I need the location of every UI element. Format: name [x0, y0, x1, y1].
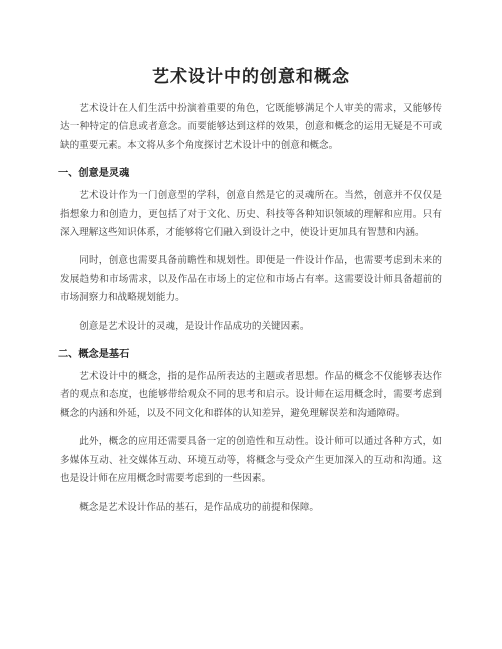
document-title: 艺术设计中的创意和概念 [152, 67, 350, 87]
section-concept [60, 346, 442, 517]
section-heading: 二、概念是基石 [58, 349, 130, 361]
body-paragraph: 艺术设计中的概念，指的是作品所表达的主题或者思想。作品的概念不仅能够表达作者的观点和态度，也能够带给观众不同的思考和启示。设计师在运用概念时，需要考虑到概念的内涵和外延，以及不同文化和群体的认知差异，避免理解误差和沟通障碍。 [60, 371, 442, 419]
body-paragraph: 概念是艺术设计作品的基石，是作品成功的前提和保障。 [79, 501, 320, 513]
section-creativity [60, 165, 442, 336]
body-paragraph: 艺术设计作为一门创意型的学科，创意自然是它的灵魂所在。当然，创意并不仅仅是指想象力和创造力，更包括了对于文化、历史、科技等各种知识领域的理解和应用。只有深入理解这些知识体系，才能够将它们融入到设计之中，使设计更加具有智慧和内涵。 [60, 190, 442, 239]
intro-paragraph: 艺术设计在人们生活中扮演着重要的角色，它既能够满足个人审美的需求，又能够传达一种特定的信息或者意念。而要能够达到这样的效果，创意和概念的运用无疑是不可或缺的重要元素。本文将从多个角度探讨艺术设计中的创意和概念。 [60, 103, 442, 151]
body-paragraph: 创意是艺术设计的灵魂，是设计作品成功的关键因素。 [79, 320, 310, 332]
body-paragraph: 同时，创意也需要具备前瞻性和规划性。即便是一件设计作品，也需要考虑到未来的发展趋势和市场需求，以及作品在市场上的定位和市场占有率。这需要设计师具备超前的市场洞察力和战略规划能力。 [60, 255, 442, 304]
body-paragraph: 此外，概念的应用还需要具备一定的创造性和互动性。设计师可以通过各种方式，如多媒体互动、社交媒体互动、环境互动等，将概念与受众产生更加深入的互动和沟通。这也是设计师在应用概念时需要考虑到的一些因素。 [60, 436, 442, 485]
section-heading: 一、创意是灵魂 [58, 168, 130, 180]
document-body [60, 100, 442, 527]
